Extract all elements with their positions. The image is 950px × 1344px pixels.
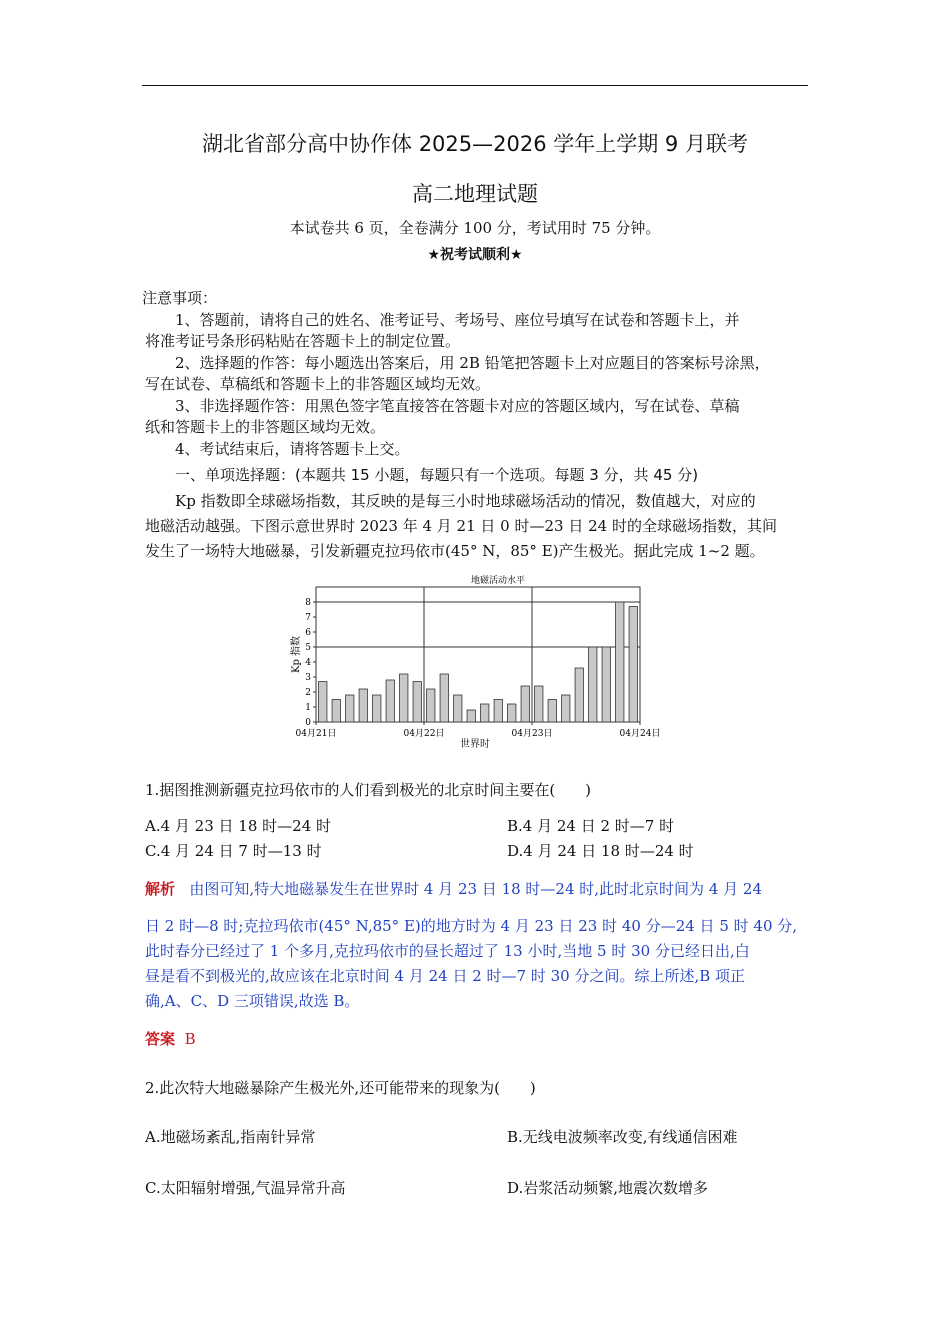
chart-bar [332, 700, 340, 723]
chart-bar [413, 682, 421, 723]
chart-bar [602, 647, 610, 722]
chart-y-tick-label: 8 [305, 598, 311, 608]
notice-item-2-cont: 写在试卷、草稿纸和答题卡上的非答题区域均无效。 [145, 375, 491, 393]
top-rule [142, 85, 808, 86]
q1-analysis-line-4: 昼是看不到极光的,故应该在北京时间 4 月 24 日 2 时—7 时 30 分之间。综上所述,B 项正 [145, 967, 746, 985]
good-luck: ★祝考试顺利★ [427, 247, 523, 263]
q2-option-b[interactable]: B.无线电波频率改变,有线通信困难 [507, 1128, 738, 1146]
chart-bar [359, 689, 367, 722]
kp-chart [285, 572, 670, 757]
q1-analysis-line-3: 此时春分已经过了 1 个多月,克拉玛依市的昼长超过了 13 小时,当地 5 时 30 分已经日出,白 [145, 942, 750, 960]
notice-item-3-cont: 纸和答题卡上的非答题区域均无效。 [145, 418, 386, 436]
chart-y-label: Kp 指数 [291, 635, 302, 674]
chart-y-tick-label: 6 [305, 628, 311, 638]
chart-bar [494, 700, 502, 723]
q1-analysis-line-5: 确,A、C、D 三项错误,故选 B。 [145, 992, 360, 1010]
chart-bar [548, 700, 556, 723]
answer-value: B [184, 1030, 196, 1048]
chart-bar [373, 695, 381, 722]
chart-bar [521, 686, 529, 722]
q1-option-a[interactable]: A.4 月 23 日 18 时—24 时 [145, 817, 332, 835]
chart-y-tick-label: 7 [305, 613, 311, 623]
intro-line-2: 地磁活动越强。下图示意世界时 2023 年 4 月 21 日 0 时—23 日 24 时的全球磁场指数，其间 [145, 517, 777, 535]
chart-bar [427, 689, 435, 722]
section-label: 一、单项选择题： [175, 466, 296, 484]
chart-x-tick-label: 04月21日 [295, 729, 337, 739]
subject-title: 高二地理试题 [412, 182, 538, 206]
chart-y-tick-label: 3 [305, 673, 311, 683]
section-heading [175, 465, 698, 486]
chart-y-tick-label: 2 [305, 688, 311, 698]
chart-bar [508, 704, 516, 722]
chart-bar [467, 710, 475, 722]
chart-x-tick-label: 04月22日 [403, 729, 445, 739]
notice-item-1-cont: 将准考证号条形码粘贴在答题卡上的制定位置。 [145, 332, 461, 350]
q2-stem: 2.此次特大地磁暴除产生极光外,还可能带来的现象为( ) [145, 1079, 536, 1097]
q1-answer [145, 1026, 196, 1052]
chart-bar [575, 668, 583, 722]
chart-y-tick-label: 5 [305, 643, 311, 653]
chart-y-tick-label: 0 [305, 718, 311, 728]
chart-bar [481, 704, 489, 722]
chart-bar [629, 607, 637, 723]
chart-bar [346, 695, 354, 722]
chart-x-tick-label: 04月23日 [511, 729, 553, 739]
analysis-label: 解析 [145, 880, 176, 898]
chart-x-tick-label: 04月24日 [619, 729, 661, 739]
chart-bar [454, 695, 462, 722]
notice-item-4: 4、考试结束后，请将答题卡上交。 [175, 440, 410, 458]
analysis-text-1: 由图可知,特大地磁暴发生在世界时 4 月 23 日 18 时—24 时,此时北京时间为 4 月 24 [189, 880, 762, 898]
chart-bar [440, 674, 448, 722]
chart-title: 地磁活动水平 [470, 576, 526, 586]
q1-analysis-line-2: 日 2 时—8 时;克拉玛依市(45° N,85° E)的地方时为 4 月 23 日 23 时 40 分—24 日 5 时 40 分, [145, 917, 798, 935]
q2-option-a[interactable]: A.地磁场紊乱,指南针异常 [145, 1128, 316, 1146]
chart-bar [535, 686, 543, 722]
notice-heading: 注意事项： [142, 289, 218, 307]
chart-bar [400, 674, 408, 722]
q1-option-c[interactable]: C.4 月 24 日 7 时—13 时 [145, 842, 322, 860]
chart-bar [589, 647, 597, 722]
q1-option-b[interactable]: B.4 月 24 日 2 时—7 时 [507, 817, 675, 835]
q1-option-d[interactable]: D.4 月 24 日 18 时—24 时 [507, 842, 694, 860]
answer-label: 答案 [145, 1030, 176, 1048]
chart-x-label: 世界时 [460, 739, 490, 750]
notice-item-3: 3、非选择题作答：用黑色签字笔直接答在答题卡对应的答题区域内，写在试卷、草稿 [175, 397, 740, 415]
chart-bar [386, 680, 394, 722]
chart-bar [616, 602, 624, 722]
q2-option-d[interactable]: D.岩浆活动频繁,地震次数增多 [507, 1179, 709, 1197]
intro-line-1: Kp 指数即全球磁场指数，其反映的是每三小时地球磁场活动的情况，数值越大，对应的 [175, 492, 756, 510]
exam-title: 湖北省部分高中协作体 2025—2026 学年上学期 9 月联考 [202, 132, 748, 156]
notice-item-2: 2、选择题的作答：每小题选出答案后，用 2B 铅笔把答题卡上对应题目的答案标号涂黑， [175, 354, 770, 372]
chart-y-tick-label: 4 [305, 658, 311, 668]
q1-stem: 1.据图推测新疆克拉玛依市的人们看到极光的北京时间主要在( ) [145, 781, 592, 799]
exam-info: 本试卷共 6 页，全卷满分 100 分，考试用时 75 分钟。 [289, 219, 661, 237]
intro-line-3: 发生了一场特大地磁暴，引发新疆克拉玛依市(45° N，85° E)产生极光。据此完成 1~2 题。 [145, 542, 765, 560]
chart-bar [319, 682, 327, 723]
chart-y-tick-label: 1 [305, 703, 311, 713]
section-desc: (本题共 15 小题，每题只有一个选项。每题 3 分，共 45 分) [295, 466, 699, 484]
chart-bar [562, 695, 570, 722]
q2-option-c[interactable]: C.太阳辐射增强,气温异常升高 [145, 1179, 346, 1197]
notice-item-1: 1、答题前，请将自己的姓名、准考证号、考场号、座位号填写在试卷和答题卡上，并 [175, 311, 740, 329]
q1-analysis-line-1 [145, 876, 762, 902]
